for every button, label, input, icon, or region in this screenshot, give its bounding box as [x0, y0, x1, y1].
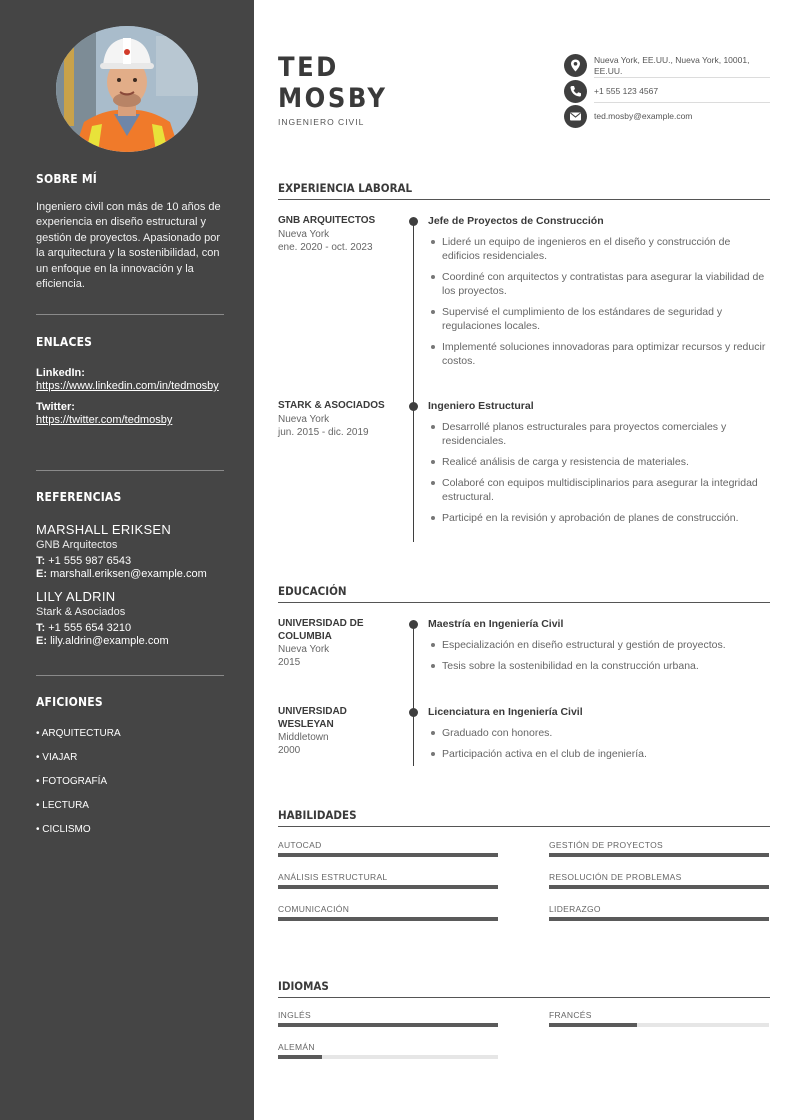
- languages-heading: IDIOMAS: [278, 979, 329, 993]
- language-bar: [278, 1055, 498, 1059]
- linkedin-link[interactable]: https://www.linkedin.com/in/tedmosby: [36, 380, 219, 392]
- reference-name: LILY ALDRIN: [36, 589, 116, 604]
- company-location: Nueva York: [278, 413, 330, 425]
- links-heading: ENLACES: [36, 335, 93, 349]
- job-role: Ingeniero Estructural: [428, 400, 534, 412]
- full-name: [278, 52, 387, 114]
- envelope-icon: [564, 105, 587, 128]
- bullet-item: Realicé análisis de carga y resistencia de materiales.: [428, 455, 770, 469]
- language-bar-fill: [278, 1055, 322, 1059]
- job-title: INGENIERO CIVIL: [278, 117, 365, 127]
- bullet-item: Participé en la revisión y aprobación de planes de construcción.: [428, 511, 770, 525]
- section-rule: [278, 997, 770, 998]
- degree-bullets: [428, 638, 770, 673]
- skill-name: LIDERAZGO: [549, 904, 601, 914]
- hobby-list: [36, 727, 224, 847]
- skill-bar-fill: [278, 885, 498, 889]
- timeline-dot: [409, 402, 418, 411]
- job-role: Jefe de Proyectos de Construcción: [428, 215, 604, 227]
- hobby-item: • CICLISMO: [36, 824, 91, 835]
- about-section: [36, 172, 224, 292]
- timeline-dot: [409, 620, 418, 629]
- links-section: [36, 335, 224, 427]
- email-value[interactable]: marshall.eriksen@example.com: [50, 568, 207, 580]
- timeline-line: [413, 220, 414, 542]
- skill-bar-fill: [278, 853, 498, 857]
- reference-name: MARSHALL ERIKSEN: [36, 522, 172, 537]
- bullet-item: Supervisé el cumplimiento de los estándares de seguridad y regulaciones locales.: [428, 305, 770, 333]
- language-name: INGLÉS: [278, 1010, 311, 1020]
- divider: [36, 675, 224, 676]
- skill-bar: [549, 853, 769, 857]
- link-twitter: [36, 401, 224, 427]
- bullet-item: Participación activa en el club de ingeniería.: [428, 747, 770, 761]
- hobby-item: • VIAJAR: [36, 752, 78, 763]
- graduation-year: 2015: [278, 657, 301, 668]
- phone-value[interactable]: +1 555 654 3210: [48, 622, 132, 634]
- hobbies-section: [36, 695, 224, 847]
- degree-bullets: [428, 726, 770, 761]
- location-pin-icon: [564, 54, 587, 77]
- email-value[interactable]: lily.aldrin@example.com: [50, 635, 169, 647]
- skill-bar: [549, 885, 769, 889]
- timeline-line: [413, 622, 414, 766]
- references-section: [36, 490, 224, 647]
- divider: [36, 314, 224, 315]
- timeline-dot: [409, 217, 418, 226]
- about-heading: SOBRE MÍ: [36, 172, 97, 186]
- skill-item: [278, 904, 498, 914]
- skill-bar-fill: [278, 917, 498, 921]
- reference-item: [36, 522, 224, 580]
- sidebar: [0, 0, 254, 1120]
- divider: [594, 77, 770, 78]
- skill-name: COMUNICACIÓN: [278, 904, 350, 914]
- email-text[interactable]: ted.mosby@example.com: [594, 111, 693, 121]
- skill-bar: [549, 917, 769, 921]
- contact-phone: [564, 80, 770, 104]
- twitter-link[interactable]: https://twitter.com/tedmosby: [36, 414, 173, 426]
- skill-name: GESTIÓN DE PROYECTOS: [549, 840, 664, 850]
- email-label: E:: [36, 568, 47, 580]
- language-bar: [278, 1023, 498, 1027]
- skill-item: [278, 840, 498, 850]
- experience-entry-meta: [278, 400, 398, 439]
- bullet-item: Graduado con honores.: [428, 726, 770, 740]
- contact-email: [564, 105, 770, 129]
- education-heading: EDUCACIÓN: [278, 584, 347, 598]
- reference-phone: [36, 622, 224, 634]
- bullet-item: Colaboré con equipos multidisciplinarios para asegurar la integridad estructural.: [428, 476, 770, 504]
- bullet-item: Lideré un equipo de ingenieros en el diseño y construcción de edificios residenciales.: [428, 235, 770, 263]
- company-name: GNB ARQUITECTOS: [278, 215, 376, 226]
- skill-name: ANÁLISIS ESTRUCTURAL: [278, 872, 388, 882]
- skill-bar: [278, 885, 498, 889]
- link-linkedin: [36, 367, 224, 393]
- section-rule: [278, 199, 770, 200]
- references-heading: REFERENCIAS: [36, 490, 122, 504]
- skill-name: AUTOCAD: [278, 840, 322, 850]
- reference-email: [36, 635, 224, 647]
- experience-heading: EXPERIENCIA LABORAL: [278, 181, 413, 195]
- hobby-item: • FOTOGRAFÍA: [36, 776, 108, 787]
- email-label: E:: [36, 635, 47, 647]
- address-text: Nueva York, EE.UU., Nueva York, 10001, EE.UU.: [594, 55, 750, 76]
- last-name: MOSBY: [278, 83, 388, 114]
- timeline-dot: [409, 708, 418, 717]
- language-bar: [549, 1023, 769, 1027]
- language-item: [278, 1010, 498, 1020]
- profile-photo: [56, 26, 198, 152]
- link-label: LinkedIn:: [36, 367, 85, 379]
- first-name: TED: [278, 52, 339, 83]
- skill-name: RESOLUCIÓN DE PROBLEMAS: [549, 872, 682, 882]
- language-bar-fill: [278, 1023, 498, 1027]
- bullet-item: Desarrollé planos estructurales para proyectos comerciales y residenciales.: [428, 420, 770, 448]
- language-item: [278, 1042, 498, 1052]
- company-location: Nueva York: [278, 228, 330, 240]
- reference-email: [36, 568, 224, 580]
- school-name: UNIVERSIDAD WESLEYAN: [278, 706, 347, 730]
- education-entry-details: [428, 706, 770, 768]
- reference-phone: [36, 555, 224, 567]
- graduation-year: 2000: [278, 745, 301, 756]
- education-entry-meta: [278, 706, 398, 757]
- bullet-item: Tesis sobre la sostenibilidad en la construcción urbana.: [428, 659, 770, 673]
- phone-label: T:: [36, 555, 46, 567]
- divider: [594, 102, 770, 103]
- company-name: STARK & ASOCIADOS: [278, 400, 385, 411]
- school-name: UNIVERSIDAD DE COLUMBIA: [278, 618, 364, 642]
- school-location: Middletown: [278, 732, 329, 743]
- education-entry-details: [428, 618, 770, 680]
- job-dates: ene. 2020 - oct. 2023: [278, 241, 373, 253]
- degree-name: Maestría en Ingeniería Civil: [428, 618, 564, 630]
- skill-item: [278, 872, 498, 882]
- hobby-item: • ARQUITECTURA: [36, 728, 121, 739]
- phone-icon: [564, 80, 587, 103]
- skill-bar-fill: [549, 853, 769, 857]
- contact-address: [564, 54, 770, 78]
- job-bullets: [428, 420, 770, 525]
- school-location: Nueva York: [278, 644, 330, 655]
- experience-entry-details: [428, 215, 770, 375]
- hobby-item: • LECTURA: [36, 800, 89, 811]
- hobbies-heading: AFICIONES: [36, 695, 103, 709]
- education-entry-meta: [278, 618, 398, 669]
- language-name: FRANCÉS: [549, 1010, 592, 1020]
- job-bullets: [428, 235, 770, 368]
- section-rule: [278, 826, 770, 827]
- skill-item: [549, 872, 769, 882]
- phone-value[interactable]: +1 555 987 6543: [48, 555, 132, 567]
- divider: [36, 470, 224, 471]
- skills-heading: HABILIDADES: [278, 808, 357, 822]
- phone-text[interactable]: +1 555 123 4567: [594, 86, 659, 96]
- reference-company: Stark & Asociados: [36, 606, 126, 618]
- phone-label: T:: [36, 622, 46, 634]
- skill-bar: [278, 853, 498, 857]
- job-dates: jun. 2015 - dic. 2019: [278, 426, 369, 438]
- experience-entry-meta: [278, 215, 398, 254]
- degree-name: Licenciatura en Ingeniería Civil: [428, 706, 583, 718]
- skill-item: [549, 904, 769, 914]
- language-item: [549, 1010, 769, 1020]
- section-rule: [278, 602, 770, 603]
- bullet-item: Coordiné con arquitectos y contratistas para asegurar la viabilidad de los proyectos.: [428, 270, 770, 298]
- bullet-item: Implementé soluciones innovadoras para optimizar recursos y reducir costos.: [428, 340, 770, 368]
- link-label: Twitter:: [36, 401, 75, 413]
- language-name: ALEMÁN: [278, 1042, 315, 1052]
- experience-entry-details: [428, 400, 770, 532]
- reference-item: [36, 589, 224, 647]
- skill-bar: [278, 917, 498, 921]
- reference-company: GNB Arquitectos: [36, 539, 118, 551]
- skill-bar-fill: [549, 885, 769, 889]
- language-bar-fill: [549, 1023, 637, 1027]
- bullet-item: Especialización en diseño estructural y gestión de proyectos.: [428, 638, 770, 652]
- skill-item: [549, 840, 769, 850]
- about-text: Ingeniero civil con más de 10 años de experiencia en diseño estructural y gestión de proyectos. Apasionado por la arquitectura y la sostenibilidad, con un enfoque en la innovación y la eficiencia.: [36, 201, 221, 291]
- skill-bar-fill: [549, 917, 769, 921]
- profile-photo-illustration: [56, 26, 198, 152]
